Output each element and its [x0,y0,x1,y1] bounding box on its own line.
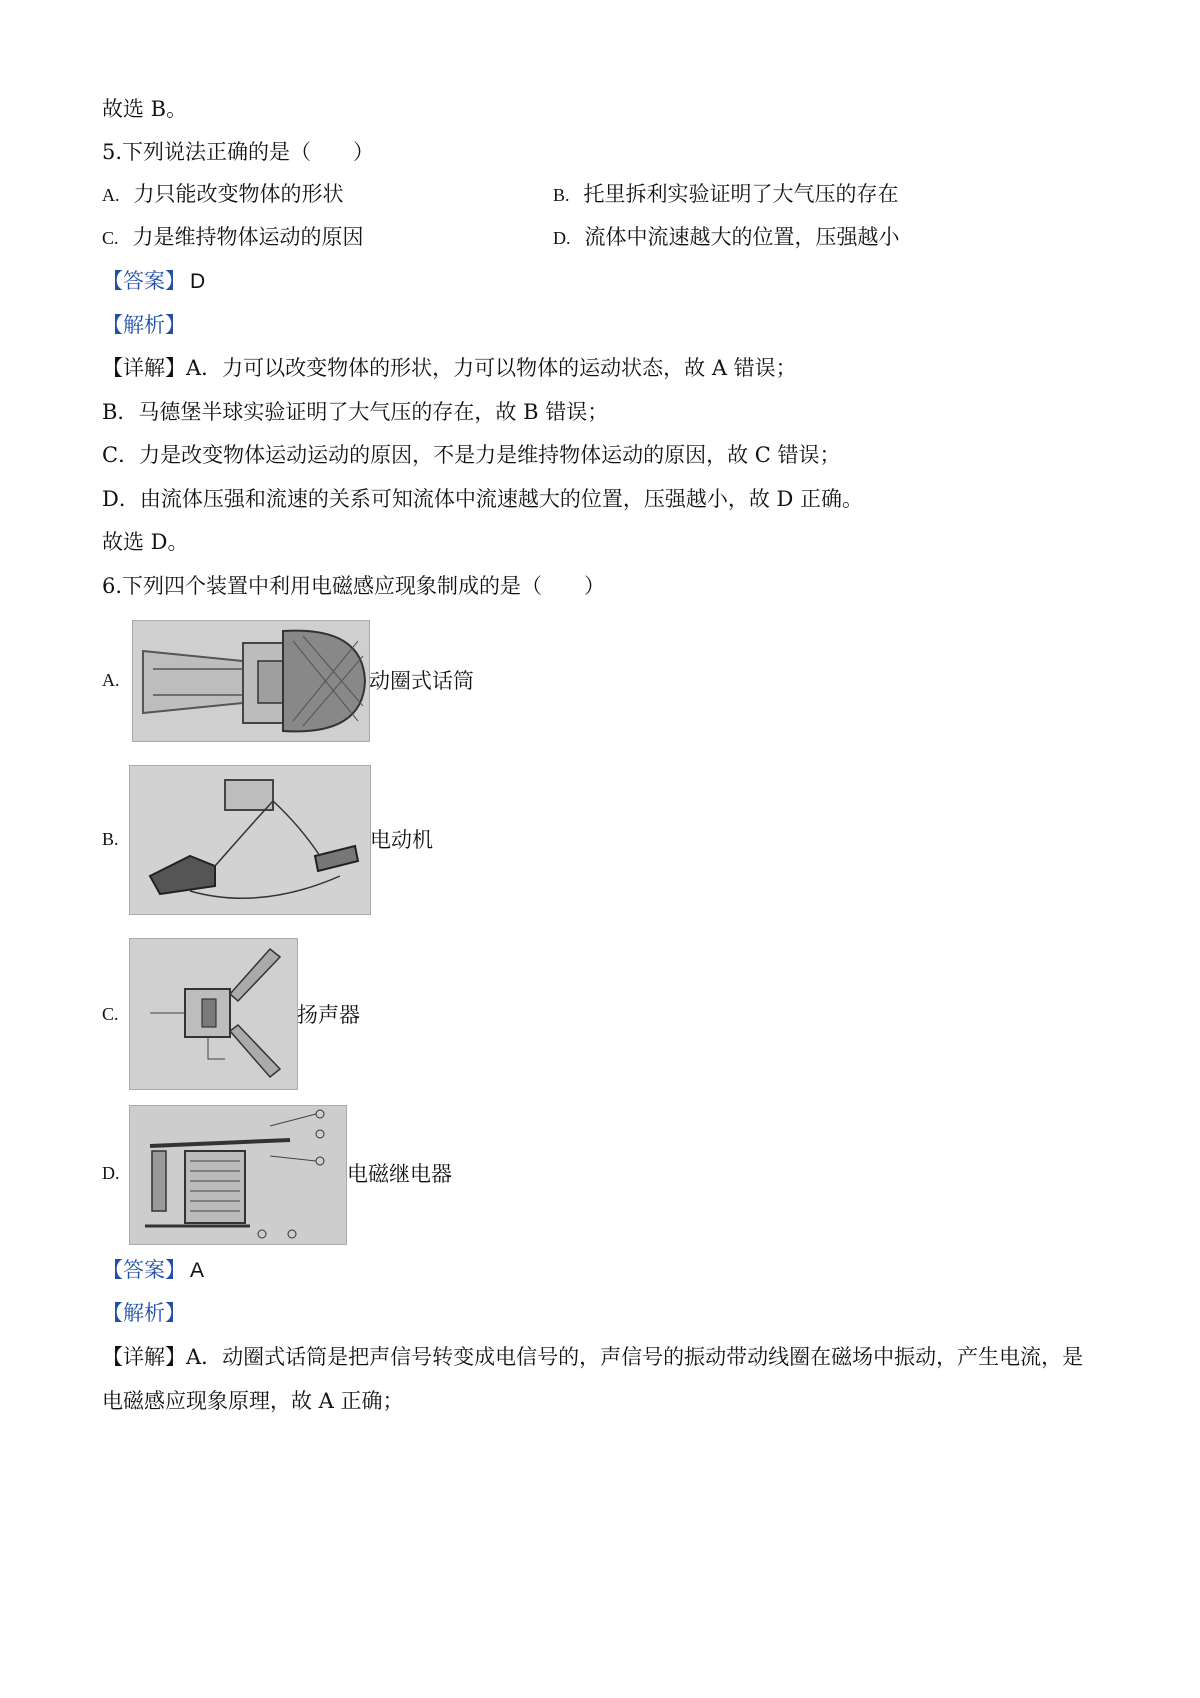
q6-detail-a-line1: 【详解】A．动圈式话筒是把声信号转变成电信号的，声信号的振动带动线圈在磁场中振动，产生电流，是 [102,1345,1084,1369]
q5-option-a [102,180,344,209]
answer-tag: 【答案】 [102,269,186,293]
analysis-tag: 【解析】 [102,313,186,337]
q4-conclusion: 故选 B。 [102,97,188,121]
option-text: 流体中流速越大的位置，压强越小 [584,225,900,249]
q5-option-c [102,223,364,252]
q5-option-d [553,223,900,252]
q6-option-c-label: 扬声器 [297,1003,360,1027]
q6-option-a-label: 动圈式话筒 [369,669,474,693]
q6-detail-a-line2: 电磁感应现象原理，故 A 正确； [102,1389,404,1413]
answer-value: D [190,270,206,293]
q6-analysis-tag [102,1299,186,1327]
q6-option-c-letter: C. [102,1004,119,1024]
q6-option-a-letter: A. [102,670,120,690]
q5-stem: 5.下列说法正确的是（ ） [102,140,375,164]
q5-detail-d: D．由流体压强和流速的关系可知流体中流速越大的位置，压强越小，故 D 正确。 [102,487,864,511]
q5-analysis-tag [102,311,186,339]
speaker-figure [129,938,298,1090]
microphone-figure [132,620,370,742]
q6-option-d-label: 电磁继电器 [347,1162,452,1186]
option-text: 力是维持物体运动的原因 [132,225,364,249]
option-letter: B. [553,185,570,205]
option-text: 托里拆利实验证明了大气压的存在 [583,182,899,206]
answer-tag: 【答案】 [102,1258,186,1282]
q6-option-d-letter: D. [102,1163,120,1183]
analysis-tag: 【解析】 [102,1301,186,1325]
option-text: 力只能改变物体的形状 [133,182,344,206]
option-letter: C. [102,228,119,248]
answer-value: A [190,1259,205,1282]
q6-stem: 6.下列四个装置中利用电磁感应现象制成的是（ ） [102,574,606,598]
q6-option-b-label: 电动机 [370,828,433,852]
option-letter: D. [553,228,571,248]
option-letter: A. [102,185,120,205]
q5-detail-c: C．力是改变物体运动运动的原因，不是力是维持物体运动的原因，故 C 错误； [102,443,841,467]
q5-option-b [553,180,899,209]
motor-figure [129,765,371,915]
q5-detail-a: 【详解】A．力可以改变物体的形状，力可以物体的运动状态，故 A 错误； [102,356,797,380]
q6-option-b-letter: B. [102,829,119,849]
q5-conclusion: 故选 D。 [102,530,189,554]
relay-figure [129,1105,347,1245]
q6-answer [102,1256,204,1285]
q5-answer [102,267,205,296]
q5-detail-b: B．马德堡半球实验证明了大气压的存在，故 B 错误； [102,400,609,424]
